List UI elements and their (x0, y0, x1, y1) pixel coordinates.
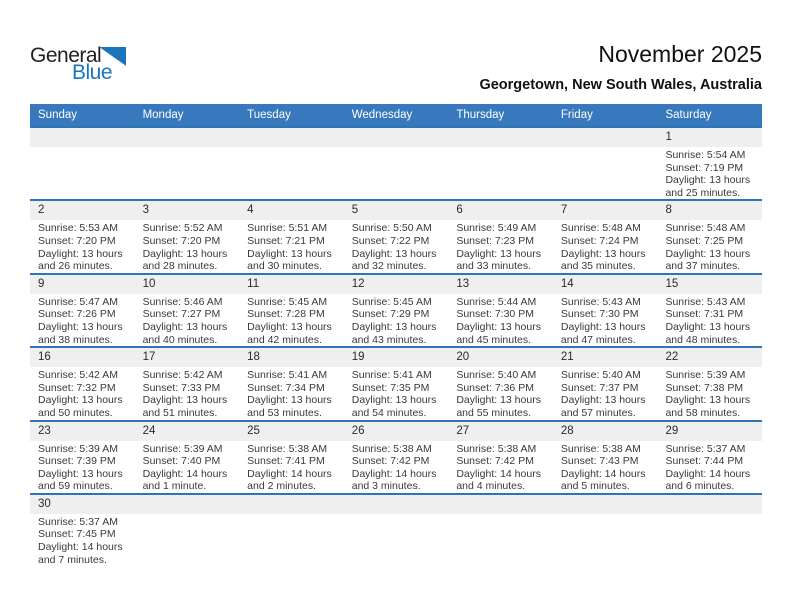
day-cell (448, 367, 553, 419)
day-info-line: and 37 minutes. (665, 260, 741, 273)
day-number-band (30, 495, 762, 514)
day-info-line: Sunset: 7:27 PM (142, 308, 221, 321)
weekday-header-row (30, 104, 762, 126)
day-info-line: Sunrise: 5:42 AM (38, 369, 118, 382)
weekday-saturday: Saturday (665, 109, 712, 121)
week-row (30, 493, 762, 566)
day-info-line: Sunset: 7:42 PM (456, 455, 534, 468)
day-number (344, 495, 449, 514)
day-cell (135, 514, 240, 566)
day-info-line: Sunset: 7:31 PM (665, 308, 744, 321)
day-cell (657, 441, 762, 493)
day-info-line: and 35 minutes. (560, 260, 636, 273)
day-info-line: Sunrise: 5:50 AM (351, 222, 432, 235)
day-info-line: Daylight: 13 hours (247, 320, 332, 333)
day-info-line: Daylight: 13 hours (456, 320, 541, 333)
day-info-line: and 53 minutes. (247, 406, 322, 419)
day-cell (657, 220, 762, 272)
day-number (657, 495, 762, 514)
day-number: 28 (560, 424, 574, 437)
day-cell (135, 147, 240, 199)
day-number (448, 128, 553, 147)
day-info-line: Daylight: 14 hours (38, 541, 123, 554)
day-info-line: Sunset: 7:40 PM (142, 455, 221, 468)
day-number: 21 (560, 351, 574, 364)
day-cell (344, 294, 449, 346)
day-info-line: and 51 minutes. (142, 406, 218, 419)
day-info-line: Sunrise: 5:43 AM (560, 295, 641, 308)
day-info-line: and 54 minutes. (351, 406, 427, 419)
day-info-line: Sunset: 7:19 PM (665, 161, 744, 174)
day-info-line: Daylight: 13 hours (665, 320, 751, 333)
day-cell (30, 294, 135, 346)
day-info-line: Daylight: 13 hours (142, 320, 228, 333)
week-row (30, 273, 762, 346)
day-info-line: and 42 minutes. (247, 333, 322, 346)
day-cell (657, 147, 762, 199)
week-row (30, 346, 762, 419)
day-cell (30, 441, 135, 493)
day-info-line: and 25 minutes. (665, 186, 741, 199)
day-cell (344, 441, 449, 493)
day-info-line: Sunset: 7:28 PM (247, 308, 325, 321)
day-info-line: and 32 minutes. (351, 260, 427, 273)
day-info-line: Sunrise: 5:38 AM (456, 442, 537, 455)
day-info-line: Sunrise: 5:39 AM (38, 442, 118, 455)
day-info-line: Sunset: 7:37 PM (560, 381, 639, 394)
day-info-line: Daylight: 14 hours (665, 467, 751, 480)
title-block (479, 40, 762, 93)
day-cell (553, 367, 658, 419)
day-info-line: Daylight: 13 hours (456, 394, 541, 407)
day-number: 19 (351, 351, 365, 364)
day-cell (553, 220, 658, 272)
week-content-row (30, 147, 762, 199)
day-info-line: Daylight: 13 hours (38, 394, 123, 407)
day-cell (239, 220, 344, 272)
day-number: 5 (351, 204, 359, 217)
day-info-line: and 3 minutes. (351, 480, 421, 493)
day-number (553, 128, 658, 147)
day-number-band (30, 348, 762, 367)
day-number: 30 (38, 497, 51, 510)
day-cell (239, 514, 344, 566)
day-info-line: Daylight: 14 hours (247, 467, 332, 480)
week-content-row (30, 220, 762, 272)
weekday-monday: Monday (142, 109, 184, 121)
day-cell (30, 514, 135, 566)
day-number: 11 (247, 277, 260, 290)
day-number: 26 (351, 424, 365, 437)
day-info-line: Daylight: 13 hours (38, 320, 123, 333)
day-number: 9 (38, 277, 45, 290)
day-info-line: Sunrise: 5:49 AM (456, 222, 537, 235)
day-info-line: Sunrise: 5:38 AM (351, 442, 432, 455)
day-info-line: Sunrise: 5:41 AM (247, 369, 328, 382)
day-number: 29 (665, 424, 679, 437)
day-info-line: Sunrise: 5:43 AM (665, 295, 746, 308)
calendar (30, 104, 762, 566)
day-info-line: Sunset: 7:22 PM (351, 234, 430, 247)
month-title: November 2025 (598, 41, 762, 67)
day-info-line: and 1 minute. (142, 480, 207, 493)
day-info-line: Sunset: 7:41 PM (247, 455, 325, 468)
day-info-line: and 30 minutes. (247, 260, 322, 273)
day-info-line: Sunrise: 5:39 AM (142, 442, 223, 455)
day-info-line: Daylight: 13 hours (665, 174, 751, 187)
day-info-line: Sunset: 7:39 PM (38, 455, 116, 468)
day-info-line: Sunset: 7:43 PM (560, 455, 639, 468)
day-number: 15 (665, 277, 679, 290)
day-info-line: Sunset: 7:42 PM (351, 455, 430, 468)
day-number: 8 (665, 204, 672, 217)
day-number: 3 (142, 204, 149, 217)
logo-text-general: General (30, 44, 102, 67)
day-cell (448, 514, 553, 566)
day-number: 13 (456, 277, 470, 290)
week-content-row (30, 441, 762, 493)
day-info-line: and 5 minutes. (560, 480, 630, 493)
day-info-line: Daylight: 13 hours (351, 394, 437, 407)
day-info-line: Sunset: 7:26 PM (38, 308, 116, 321)
week-content-row (30, 514, 762, 566)
day-info-line: and 2 minutes. (247, 480, 317, 493)
day-info-line: Sunrise: 5:45 AM (351, 295, 432, 308)
day-info-line: Sunrise: 5:53 AM (38, 222, 118, 235)
day-info-line: Daylight: 13 hours (560, 320, 646, 333)
day-info-line: Daylight: 13 hours (560, 394, 646, 407)
day-info-line: and 43 minutes. (351, 333, 427, 346)
day-number: 22 (665, 351, 679, 364)
day-info-line: Sunset: 7:45 PM (38, 528, 116, 541)
day-info-line: and 59 minutes. (38, 480, 113, 493)
day-info-line: Sunrise: 5:48 AM (665, 222, 746, 235)
day-info-line: Sunrise: 5:37 AM (38, 515, 118, 528)
day-number: 10 (142, 277, 156, 290)
day-number: 23 (38, 424, 51, 437)
day-number (30, 128, 135, 147)
day-info-line: Sunrise: 5:45 AM (247, 295, 328, 308)
day-cell (30, 220, 135, 272)
day-number-band (30, 201, 762, 220)
day-info-line: Daylight: 13 hours (38, 467, 123, 480)
day-info-line: Sunset: 7:24 PM (560, 234, 639, 247)
weekday-sunday: Sunday (38, 109, 78, 121)
day-number: 16 (38, 351, 51, 364)
day-number: 6 (456, 204, 463, 217)
day-info-line: Sunrise: 5:54 AM (665, 149, 746, 161)
day-number-band (30, 128, 762, 147)
day-info-line: and 57 minutes. (560, 406, 636, 419)
day-cell (239, 441, 344, 493)
day-info-line: and 38 minutes. (38, 333, 113, 346)
day-number (135, 128, 240, 147)
weekday-friday: Friday (560, 109, 593, 121)
location-subtitle: Georgetown, New South Wales, Australia (479, 77, 762, 93)
day-info-line: and 7 minutes. (38, 553, 107, 566)
day-info-line: Daylight: 14 hours (351, 467, 437, 480)
day-info-line: and 33 minutes. (456, 260, 532, 273)
day-number: 14 (560, 277, 574, 290)
day-number: 24 (142, 424, 156, 437)
day-info-line: Sunset: 7:32 PM (38, 381, 116, 394)
day-info-line: Daylight: 13 hours (38, 247, 123, 260)
day-number: 4 (247, 204, 254, 217)
day-cell (553, 514, 658, 566)
day-info-line: Sunrise: 5:40 AM (456, 369, 537, 382)
day-info-line: Daylight: 14 hours (456, 467, 541, 480)
day-number: 2 (38, 204, 45, 217)
day-info-line: Sunrise: 5:38 AM (247, 442, 328, 455)
week-row (30, 420, 762, 493)
day-cell (135, 220, 240, 272)
day-cell (657, 514, 762, 566)
day-info-line: and 28 minutes. (142, 260, 218, 273)
day-info-line: Daylight: 14 hours (142, 467, 228, 480)
day-info-line: Daylight: 13 hours (142, 394, 228, 407)
day-info-line: Sunset: 7:34 PM (247, 381, 325, 394)
day-number: 20 (456, 351, 470, 364)
day-info-line: Sunset: 7:29 PM (351, 308, 430, 321)
day-info-line: and 50 minutes. (38, 406, 113, 419)
day-info-line: Sunset: 7:35 PM (351, 381, 430, 394)
week-content-row (30, 367, 762, 419)
day-info-line: Sunset: 7:38 PM (665, 381, 744, 394)
day-cell (239, 147, 344, 199)
day-info-line: Sunset: 7:30 PM (456, 308, 534, 321)
day-info-line: Sunrise: 5:42 AM (142, 369, 223, 382)
calendar-weeks (30, 126, 762, 566)
day-cell (135, 294, 240, 346)
day-info-line: Sunrise: 5:48 AM (560, 222, 641, 235)
day-cell (344, 367, 449, 419)
day-cell (239, 367, 344, 419)
day-cell (553, 294, 658, 346)
day-number-band (30, 275, 762, 294)
week-row (30, 199, 762, 272)
day-cell (344, 147, 449, 199)
day-number (135, 495, 240, 514)
day-info-line: Sunset: 7:33 PM (142, 381, 221, 394)
day-cell (448, 441, 553, 493)
day-info-line: Daylight: 13 hours (456, 247, 541, 260)
day-cell (448, 294, 553, 346)
logo-text-blue: Blue (72, 61, 113, 84)
day-info-line: and 6 minutes. (665, 480, 735, 493)
day-number (553, 495, 658, 514)
day-number: 7 (560, 204, 568, 217)
day-info-line: Sunset: 7:20 PM (142, 234, 221, 247)
day-info-line: Sunset: 7:44 PM (665, 455, 744, 468)
day-info-line: Sunset: 7:21 PM (247, 234, 325, 247)
day-number: 17 (142, 351, 156, 364)
weekday-thursday: Thursday (456, 109, 505, 121)
day-cell (657, 294, 762, 346)
day-info-line: Daylight: 13 hours (142, 247, 228, 260)
day-info-line: Daylight: 13 hours (560, 247, 646, 260)
day-info-line: Sunrise: 5:46 AM (142, 295, 223, 308)
day-cell (448, 147, 553, 199)
day-info-line: Daylight: 13 hours (247, 247, 332, 260)
day-cell (553, 147, 658, 199)
day-info-line: and 55 minutes. (456, 406, 532, 419)
day-info-line: Daylight: 13 hours (351, 320, 437, 333)
day-number (344, 128, 449, 147)
day-cell (344, 514, 449, 566)
day-info-line: and 26 minutes. (38, 260, 113, 273)
day-cell (30, 147, 135, 199)
day-info-line: Sunrise: 5:51 AM (247, 222, 328, 235)
day-number (448, 495, 553, 514)
day-info-line: and 45 minutes. (456, 333, 532, 346)
day-cell (135, 367, 240, 419)
day-number: 25 (247, 424, 260, 437)
day-number: 12 (351, 277, 365, 290)
day-info-line: Daylight: 14 hours (560, 467, 646, 480)
day-number-band (30, 422, 762, 441)
day-info-line: Daylight: 13 hours (247, 394, 332, 407)
week-content-row (30, 294, 762, 346)
day-cell (30, 367, 135, 419)
day-number (239, 495, 344, 514)
general-blue-logo (30, 44, 126, 85)
day-info-line: Sunrise: 5:44 AM (456, 295, 537, 308)
day-info-line: Sunrise: 5:38 AM (560, 442, 641, 455)
day-info-line: Sunrise: 5:39 AM (665, 369, 746, 382)
day-info-line: and 58 minutes. (665, 406, 741, 419)
day-info-line: Daylight: 13 hours (665, 247, 751, 260)
day-info-line: Sunset: 7:30 PM (560, 308, 639, 321)
day-cell (553, 441, 658, 493)
day-cell (448, 220, 553, 272)
day-info-line: Sunrise: 5:40 AM (560, 369, 641, 382)
day-info-line: and 4 minutes. (456, 480, 526, 493)
day-info-line: and 47 minutes. (560, 333, 636, 346)
day-cell (239, 294, 344, 346)
day-info-line: Sunset: 7:36 PM (456, 381, 534, 394)
day-info-line: Sunrise: 5:37 AM (665, 442, 746, 455)
day-number: 27 (456, 424, 470, 437)
day-info-line: and 40 minutes. (142, 333, 218, 346)
day-cell (344, 220, 449, 272)
day-info-line: Daylight: 13 hours (351, 247, 437, 260)
day-cell (657, 367, 762, 419)
day-info-line: Sunset: 7:20 PM (38, 234, 116, 247)
day-number: 1 (665, 131, 672, 143)
day-cell (135, 441, 240, 493)
day-info-line: Sunrise: 5:52 AM (142, 222, 223, 235)
day-number: 18 (247, 351, 260, 364)
day-info-line: Sunrise: 5:47 AM (38, 295, 118, 308)
weekday-tuesday: Tuesday (247, 109, 291, 121)
day-info-line: Sunset: 7:25 PM (665, 234, 744, 247)
day-info-line: Sunset: 7:23 PM (456, 234, 534, 247)
weekday-wednesday: Wednesday (351, 109, 413, 121)
week-row (30, 126, 762, 199)
day-info-line: Sunrise: 5:41 AM (351, 369, 432, 382)
day-info-line: Daylight: 13 hours (665, 394, 751, 407)
day-info-line: and 48 minutes. (665, 333, 741, 346)
day-number (239, 128, 344, 147)
